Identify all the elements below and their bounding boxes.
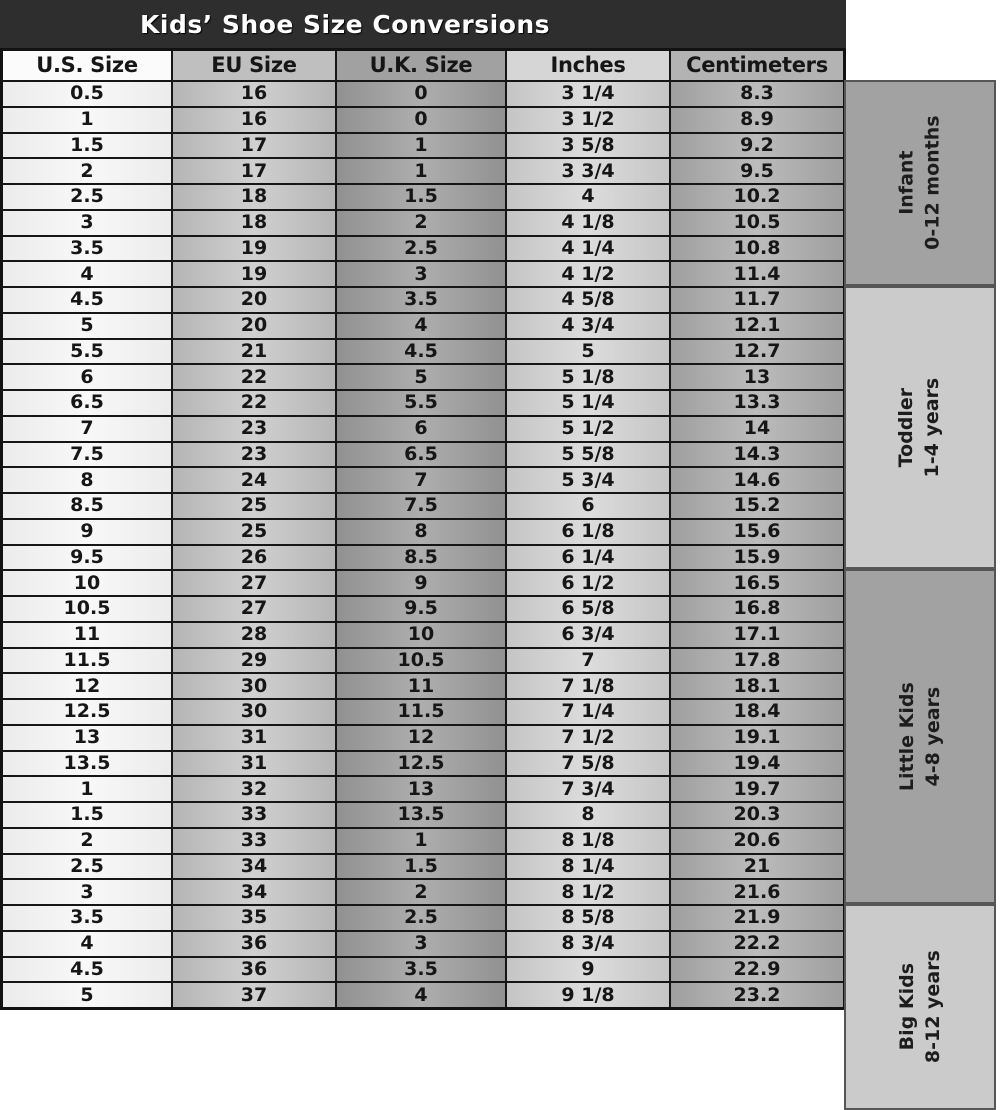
cell-eu-size: 36 xyxy=(173,932,335,956)
cell-inches: 5 3/4 xyxy=(507,468,669,492)
cell-us-size: 3.5 xyxy=(3,906,171,930)
column-header-inches: Inches xyxy=(507,51,669,80)
cell-centimeters: 18.1 xyxy=(671,674,843,698)
cell-centimeters: 20.3 xyxy=(671,803,843,827)
cell-us-size: 1.5 xyxy=(3,803,171,827)
cell-inches: 8 1/2 xyxy=(507,880,669,904)
cell-us-size: 10.5 xyxy=(3,597,171,621)
cell-inches: 7 1/8 xyxy=(507,674,669,698)
cell-uk-size: 11 xyxy=(337,674,505,698)
cell-eu-size: 27 xyxy=(173,571,335,595)
cell-uk-size: 3 xyxy=(337,932,505,956)
cell-us-size: 4.5 xyxy=(3,288,171,312)
cell-centimeters: 14 xyxy=(671,417,843,441)
title-bar xyxy=(0,0,846,48)
cell-inches: 3 1/4 xyxy=(507,82,669,106)
cell-centimeters: 21.9 xyxy=(671,906,843,930)
cell-uk-size: 7.5 xyxy=(337,494,505,518)
cell-centimeters: 21 xyxy=(671,855,843,879)
cell-eu-size: 25 xyxy=(173,494,335,518)
cell-eu-size: 17 xyxy=(173,159,335,183)
cell-inches: 8 xyxy=(507,803,669,827)
cell-inches: 8 1/4 xyxy=(507,855,669,879)
cell-eu-size: 29 xyxy=(173,649,335,673)
cell-inches: 6 1/8 xyxy=(507,520,669,544)
cell-centimeters: 10.5 xyxy=(671,211,843,235)
cell-inches: 4 1/2 xyxy=(507,262,669,286)
cell-uk-size: 2 xyxy=(337,880,505,904)
cell-centimeters: 18.4 xyxy=(671,700,843,724)
age-group-infant xyxy=(844,80,996,286)
cell-uk-size: 13.5 xyxy=(337,803,505,827)
cell-uk-size: 8.5 xyxy=(337,546,505,570)
cell-inches: 4 3/4 xyxy=(507,314,669,338)
cell-uk-size: 2.5 xyxy=(337,906,505,930)
cell-centimeters: 23.2 xyxy=(671,983,843,1007)
cell-inches: 5 5/8 xyxy=(507,443,669,467)
cell-eu-size: 31 xyxy=(173,752,335,776)
cell-inches: 6 xyxy=(507,494,669,518)
cell-inches: 5 xyxy=(507,340,669,364)
age-group-range: 4-8 years xyxy=(920,686,943,787)
age-group-big-kids xyxy=(844,904,996,1110)
cell-uk-size: 3.5 xyxy=(337,288,505,312)
cell-uk-size: 9 xyxy=(337,571,505,595)
cell-uk-size: 0 xyxy=(337,108,505,132)
cell-inches: 8 1/8 xyxy=(507,829,669,853)
cell-us-size: 6.5 xyxy=(3,391,171,415)
column-header-eu-size: EU Size xyxy=(173,51,335,80)
cell-us-size: 11.5 xyxy=(3,649,171,673)
age-group-label xyxy=(894,116,945,250)
cell-us-size: 1 xyxy=(3,108,171,132)
cell-us-size: 1 xyxy=(3,777,171,801)
cell-us-size: 5 xyxy=(3,314,171,338)
cell-eu-size: 17 xyxy=(173,134,335,158)
cell-uk-size: 4 xyxy=(337,314,505,338)
cell-centimeters: 20.6 xyxy=(671,829,843,853)
cell-uk-size: 12.5 xyxy=(337,752,505,776)
cell-inches: 6 1/4 xyxy=(507,546,669,570)
cell-centimeters: 13 xyxy=(671,365,843,389)
cell-us-size: 2.5 xyxy=(3,185,171,209)
cell-eu-size: 19 xyxy=(173,262,335,286)
cell-us-size: 10 xyxy=(3,571,171,595)
cell-inches: 5 1/8 xyxy=(507,365,669,389)
cell-uk-size: 1.5 xyxy=(337,855,505,879)
cell-centimeters: 17.8 xyxy=(671,649,843,673)
cell-uk-size: 5.5 xyxy=(337,391,505,415)
cell-eu-size: 23 xyxy=(173,443,335,467)
cell-us-size: 4.5 xyxy=(3,958,171,982)
cell-centimeters: 13.3 xyxy=(671,391,843,415)
cell-eu-size: 16 xyxy=(173,108,335,132)
cell-inches: 3 3/4 xyxy=(507,159,669,183)
cell-eu-size: 36 xyxy=(173,958,335,982)
cell-us-size: 12.5 xyxy=(3,700,171,724)
cell-centimeters: 16.5 xyxy=(671,571,843,595)
cell-centimeters: 15.6 xyxy=(671,520,843,544)
cell-inches: 8 3/4 xyxy=(507,932,669,956)
cell-uk-size: 1 xyxy=(337,134,505,158)
cell-inches: 4 1/4 xyxy=(507,237,669,261)
cell-uk-size: 3.5 xyxy=(337,958,505,982)
age-group-little-kids xyxy=(844,569,996,904)
cell-centimeters: 22.2 xyxy=(671,932,843,956)
page-title: Kids’ Shoe Size Conversions xyxy=(140,9,551,39)
cell-uk-size: 2.5 xyxy=(337,237,505,261)
cell-uk-size: 8 xyxy=(337,520,505,544)
cell-uk-size: 5 xyxy=(337,365,505,389)
cell-eu-size: 30 xyxy=(173,700,335,724)
cell-centimeters: 15.9 xyxy=(671,546,843,570)
cell-us-size: 13.5 xyxy=(3,752,171,776)
cell-inches: 4 xyxy=(507,185,669,209)
cell-inches: 7 5/8 xyxy=(507,752,669,776)
cell-eu-size: 33 xyxy=(173,829,335,853)
cell-inches: 6 3/4 xyxy=(507,623,669,647)
cell-uk-size: 4 xyxy=(337,983,505,1007)
cell-centimeters: 8.3 xyxy=(671,82,843,106)
cell-us-size: 9 xyxy=(3,520,171,544)
cell-uk-size: 7 xyxy=(337,468,505,492)
cell-eu-size: 20 xyxy=(173,314,335,338)
cell-eu-size: 31 xyxy=(173,726,335,750)
cell-eu-size: 35 xyxy=(173,906,335,930)
cell-us-size: 3 xyxy=(3,880,171,904)
age-group-label xyxy=(894,951,945,1064)
cell-inches: 4 1/8 xyxy=(507,211,669,235)
cell-uk-size: 12 xyxy=(337,726,505,750)
cell-us-size: 5 xyxy=(3,983,171,1007)
cell-uk-size: 10.5 xyxy=(337,649,505,673)
column-header-us-size: U.S. Size xyxy=(3,51,171,80)
cell-uk-size: 1.5 xyxy=(337,185,505,209)
cell-eu-size: 18 xyxy=(173,185,335,209)
cell-uk-size: 1 xyxy=(337,829,505,853)
cell-eu-size: 34 xyxy=(173,855,335,879)
cell-uk-size: 3 xyxy=(337,262,505,286)
cell-eu-size: 25 xyxy=(173,520,335,544)
cell-eu-size: 19 xyxy=(173,237,335,261)
age-group-sidebar xyxy=(844,80,996,1110)
column-header-centimeters: Centimeters xyxy=(671,51,843,80)
cell-centimeters: 19.7 xyxy=(671,777,843,801)
cell-inches: 6 5/8 xyxy=(507,597,669,621)
cell-us-size: 8 xyxy=(3,468,171,492)
cell-us-size: 11 xyxy=(3,623,171,647)
cell-centimeters: 10.2 xyxy=(671,185,843,209)
age-group-range: 0-12 months xyxy=(921,115,943,251)
cell-centimeters: 10.8 xyxy=(671,237,843,261)
cell-eu-size: 33 xyxy=(173,803,335,827)
cell-inches: 9 xyxy=(507,958,669,982)
cell-eu-size: 34 xyxy=(173,880,335,904)
cell-uk-size: 10 xyxy=(337,623,505,647)
cell-us-size: 2 xyxy=(3,159,171,183)
age-group-label xyxy=(894,682,945,791)
cell-inches: 4 5/8 xyxy=(507,288,669,312)
cell-eu-size: 22 xyxy=(173,391,335,415)
cell-us-size: 4 xyxy=(3,932,171,956)
cell-us-size: 13 xyxy=(3,726,171,750)
cell-inches: 3 5/8 xyxy=(507,134,669,158)
cell-us-size: 7 xyxy=(3,417,171,441)
cell-inches: 7 1/4 xyxy=(507,700,669,724)
cell-centimeters: 12.7 xyxy=(671,340,843,364)
cell-us-size: 5.5 xyxy=(3,340,171,364)
cell-eu-size: 37 xyxy=(173,983,335,1007)
cell-inches: 6 1/2 xyxy=(507,571,669,595)
cell-eu-size: 30 xyxy=(173,674,335,698)
cell-eu-size: 16 xyxy=(173,82,335,106)
cell-uk-size: 9.5 xyxy=(337,597,505,621)
cell-uk-size: 6 xyxy=(337,417,505,441)
cell-inches: 7 xyxy=(507,649,669,673)
cell-us-size: 3 xyxy=(3,211,171,235)
cell-eu-size: 18 xyxy=(173,211,335,235)
cell-uk-size: 13 xyxy=(337,777,505,801)
cell-uk-size: 2 xyxy=(337,211,505,235)
cell-centimeters: 17.1 xyxy=(671,623,843,647)
cell-eu-size: 23 xyxy=(173,417,335,441)
cell-us-size: 12 xyxy=(3,674,171,698)
age-group-name: Toddler xyxy=(895,387,918,468)
cell-us-size: 8.5 xyxy=(3,494,171,518)
cell-eu-size: 26 xyxy=(173,546,335,570)
cell-inches: 5 1/2 xyxy=(507,417,669,441)
cell-inches: 9 1/8 xyxy=(507,983,669,1007)
cell-eu-size: 32 xyxy=(173,777,335,801)
cell-centimeters: 11.7 xyxy=(671,288,843,312)
cell-centimeters: 11.4 xyxy=(671,262,843,286)
conversion-table xyxy=(0,48,846,1010)
cell-centimeters: 9.5 xyxy=(671,159,843,183)
cell-inches: 3 1/2 xyxy=(507,108,669,132)
cell-centimeters: 12.1 xyxy=(671,314,843,338)
cell-uk-size: 6.5 xyxy=(337,443,505,467)
cell-centimeters: 15.2 xyxy=(671,494,843,518)
cell-us-size: 7.5 xyxy=(3,443,171,467)
age-group-name: Big Kids xyxy=(895,963,918,1051)
cell-centimeters: 19.1 xyxy=(671,726,843,750)
cell-us-size: 0.5 xyxy=(3,82,171,106)
cell-eu-size: 21 xyxy=(173,340,335,364)
cell-centimeters: 9.2 xyxy=(671,134,843,158)
age-group-toddler xyxy=(844,286,996,569)
cell-eu-size: 22 xyxy=(173,365,335,389)
cell-uk-size: 0 xyxy=(337,82,505,106)
cell-centimeters: 22.9 xyxy=(671,958,843,982)
cell-centimeters: 21.6 xyxy=(671,880,843,904)
cell-inches: 5 1/4 xyxy=(507,391,669,415)
cell-inches: 8 5/8 xyxy=(507,906,669,930)
cell-us-size: 4 xyxy=(3,262,171,286)
cell-eu-size: 28 xyxy=(173,623,335,647)
cell-us-size: 6 xyxy=(3,365,171,389)
cell-centimeters: 16.8 xyxy=(671,597,843,621)
cell-us-size: 1.5 xyxy=(3,134,171,158)
age-group-range: 1-4 years xyxy=(921,377,943,478)
cell-eu-size: 20 xyxy=(173,288,335,312)
cell-uk-size: 4.5 xyxy=(337,340,505,364)
cell-eu-size: 24 xyxy=(173,468,335,492)
cell-inches: 7 3/4 xyxy=(507,777,669,801)
cell-eu-size: 27 xyxy=(173,597,335,621)
age-group-range: 8-12 years xyxy=(921,950,943,1064)
age-group-name: Infant xyxy=(895,150,918,216)
column-header-uk-size: U.K. Size xyxy=(337,51,505,80)
cell-centimeters: 14.3 xyxy=(671,443,843,467)
age-group-label xyxy=(894,378,945,478)
cell-centimeters: 8.9 xyxy=(671,108,843,132)
cell-inches: 7 1/2 xyxy=(507,726,669,750)
cell-us-size: 3.5 xyxy=(3,237,171,261)
cell-uk-size: 1 xyxy=(337,159,505,183)
age-group-name: Little Kids xyxy=(895,682,918,792)
cell-centimeters: 19.4 xyxy=(671,752,843,776)
cell-us-size: 9.5 xyxy=(3,546,171,570)
cell-centimeters: 14.6 xyxy=(671,468,843,492)
cell-us-size: 2.5 xyxy=(3,855,171,879)
cell-uk-size: 11.5 xyxy=(337,700,505,724)
cell-us-size: 2 xyxy=(3,829,171,853)
